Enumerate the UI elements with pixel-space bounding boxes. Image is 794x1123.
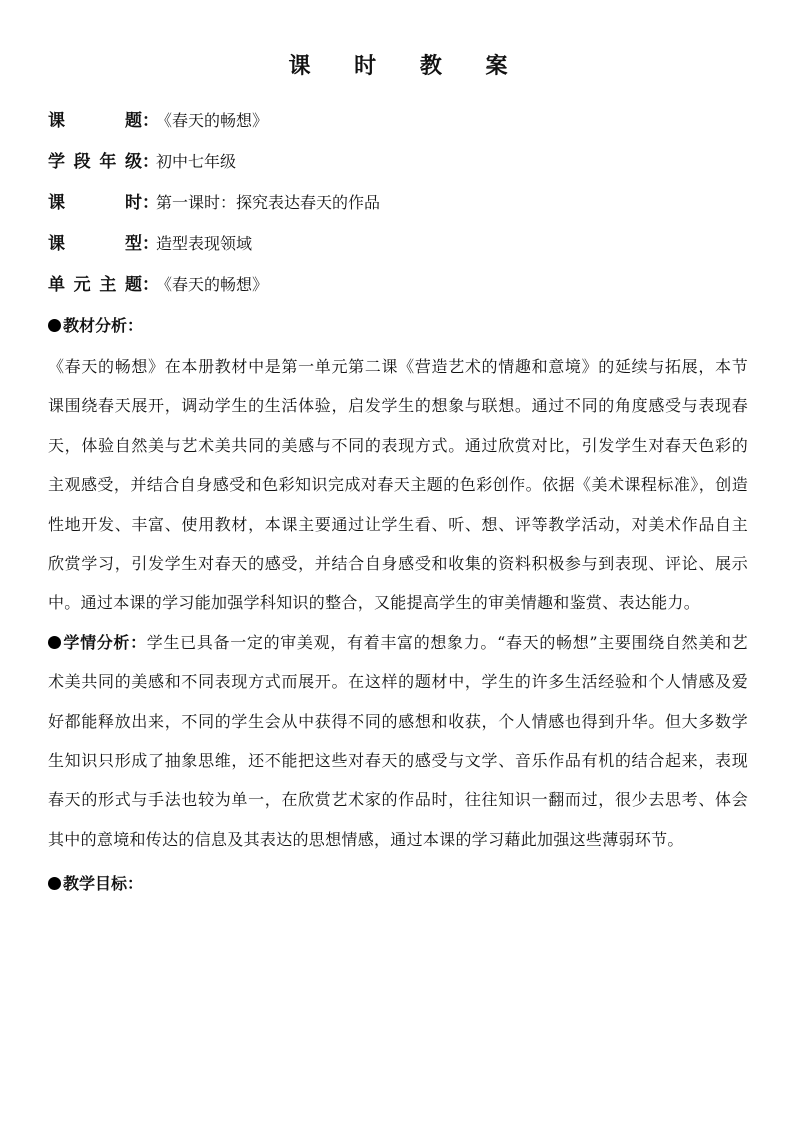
meta-label-type: 课型 [48, 234, 142, 254]
meta-value-grade: 初中七年级 [156, 152, 237, 171]
section-heading-text: 教学目标： [63, 874, 144, 894]
meta-row-type [48, 223, 748, 264]
section-heading-teaching-goals [48, 863, 748, 905]
bullet-icon [48, 636, 61, 649]
student-analysis-text: 学生已具备一定的审美观，有着丰富的想象力。“春天的畅想”主要围绕自然美和艺术美共同的美感和不同表现方式而展开。在这样的题材中，学生的许多生活经验和个人情感及爱好都能释放出来，不同的学生会从中获得不同的感想和收获，个人情感也得到升华。但大多数学生知识只形成了抽象思维，还不能把这些对春天的感受与文学、音乐作品有机的结合起来，表现春天的形式与手法也较为单一，在欣赏艺术家的作品时，往往知识一翻而过，很少去思考、体会其中的意境和传达的信息及其表达的思想情感，通过本课的学习藉此加强这些薄弱环节。 [48, 632, 748, 849]
meta-label-grade: 学段年级 [48, 152, 142, 172]
meta-colon: ： [142, 234, 159, 254]
meta-row-grade [48, 141, 748, 182]
meta-colon: ： [142, 275, 159, 295]
meta-colon: ： [142, 152, 159, 172]
meta-value-type: 造型表现领域 [156, 234, 253, 253]
section-heading-text: 教材分析： [63, 316, 144, 335]
bullet-icon [48, 877, 61, 890]
meta-colon: ： [142, 111, 159, 131]
meta-label-unit-theme: 单元主题 [48, 275, 142, 295]
meta-value-unit-theme: 《春天的畅想》 [156, 275, 269, 294]
bullet-icon [48, 319, 61, 332]
meta-row-period [48, 182, 748, 223]
meta-value-topic: 《春天的畅想》 [156, 111, 269, 130]
meta-label-topic: 课题 [48, 111, 142, 131]
student-analysis-paragraph [48, 623, 748, 859]
meta-colon: ： [142, 193, 159, 213]
meta-label-period: 课时 [48, 193, 142, 213]
meta-value-period: 第一课时：探究表达春天的作品 [156, 193, 381, 212]
document-title: 课 时 教 案 [288, 54, 526, 79]
section-heading-material-analysis [48, 305, 748, 347]
meta-row-topic [48, 100, 748, 141]
section-heading-student-analysis: 学情分析： [63, 632, 147, 652]
meta-row-unit-theme [48, 264, 748, 305]
material-analysis-paragraph: 《春天的畅想》在本册教材中是第一单元第二课《营造艺术的情趣和意境》的延续与拓展，本节课围绕春天展开，调动学生的生活体验，启发学生的想象与联想。通过不同的角度感受与表现春天，体验自然美与艺术美共同的美感与不同的表现方式。通过欣赏对比，引发学生对春天色彩的主观感受，并结合自身感受和色彩知识完成对春天主题的色彩创作。依据《美术课程标准》，创造性地开发、丰富、使用教材，本课主要通过让学生看、听、想、评等教学活动，对美术作品自主欣赏学习，引发学生对春天的感受，并结合自身感受和收集的资料积极参与到表现、评论、展示中。通过本课的学习能加强学科知识的整合，又能提高学生的审美情趣和鉴赏、表达能力。 [48, 357, 748, 613]
